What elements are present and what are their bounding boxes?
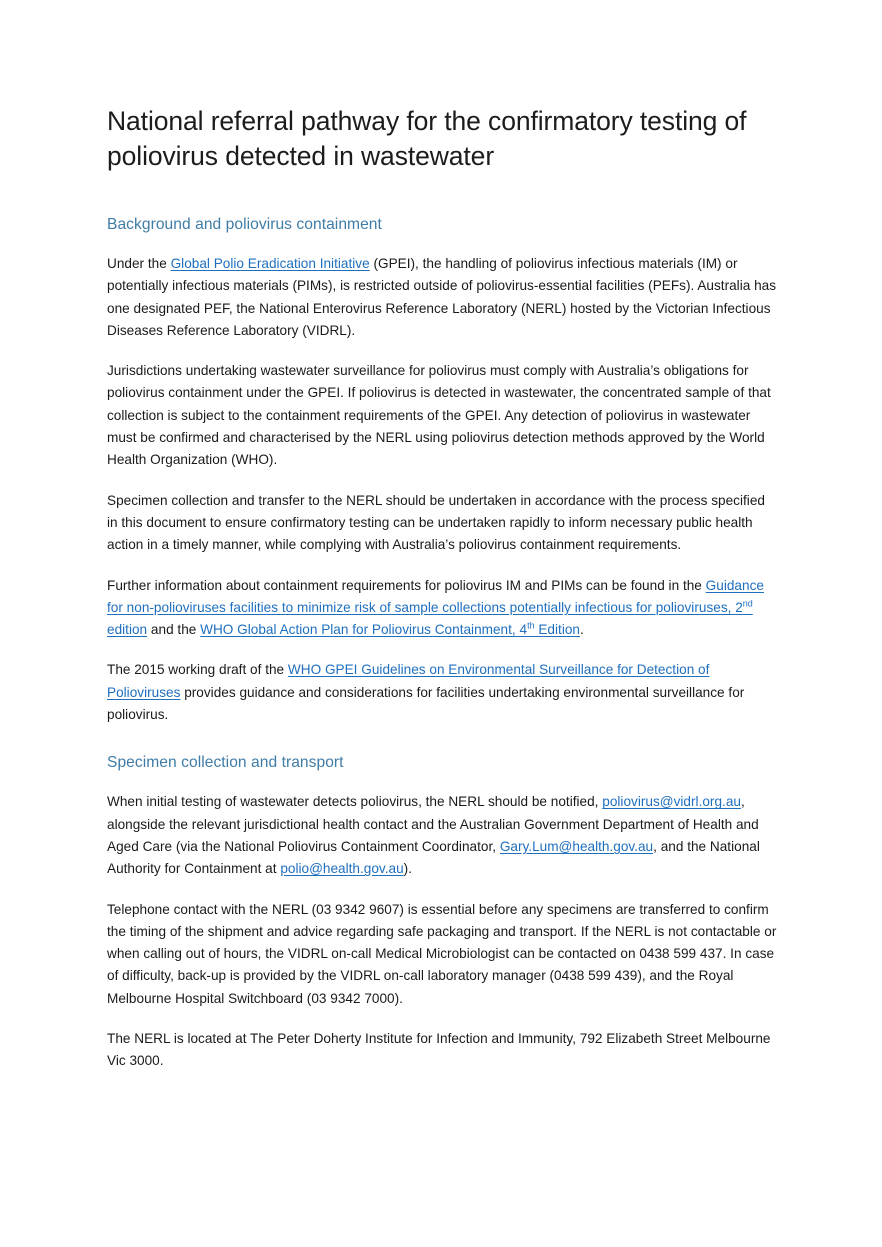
text-fragment: and the (147, 622, 201, 638)
superscript-ordinal: th (527, 620, 535, 631)
paragraph-gpei-intro (107, 253, 777, 342)
link-text-part: Edition (534, 622, 580, 638)
spacer (107, 174, 777, 214)
text-fragment: When initial testing of wastewater detects poliovirus, the NERL should be notified, (107, 794, 603, 810)
spacer (107, 881, 777, 899)
spacer (107, 472, 777, 490)
link-email-polio-health[interactable]: polio@health.gov.au (280, 861, 404, 877)
paragraph-notification-contacts (107, 791, 777, 880)
spacer (107, 342, 777, 360)
link-text-part: edition (107, 622, 148, 638)
text-fragment: The 2015 working draft of the (107, 662, 288, 678)
page-title: National referral pathway for the confirmatory testing of poliovirus detected in wastewater (107, 106, 747, 171)
spacer (107, 1010, 777, 1028)
link-text-part: Guidance for non-polioviruses facilities to minimize risk of sample collections potentially infectious for polioviruses, 2 (107, 577, 764, 615)
text-fragment: ). (403, 861, 412, 877)
text-fragment: , alongside the relevant jurisdictional health contact and the Australian Government Department of Health and Aged Care (via the National Poliovirus Containment Coordinator, (107, 794, 759, 854)
link-text-part: WHO Global Action Plan for Poliovirus Containment, 4 (200, 622, 528, 638)
text-fragment: (GPEI), the handling of poliovirus infectious materials (IM) or potentially infectious materials (PIMs), is restricted outside of poliovirus-essential facilities (PEFs). Australia has one designated PEF, the National Enterovirus Reference Laboratory (NERL) hosted by the Victorian Infectious Diseases Reference Laboratory (VIDRL). (107, 256, 777, 338)
superscript-ordinal: nd (742, 598, 753, 609)
paragraph-telephone-contact: Telephone contact with the NERL (03 9342 9607) is essential before any specimens are transferred to confirm the timing of the shipment and advice regarding safe packaging and transport. If the NERL is not contactable or when calling out of hours, the VIDRL on-call Medical Microbiologist can be contacted on 0438 599 437. In case of difficulty, back-up is provided by the VIDRL on-call laboratory manager (0438 599 439), and the Royal Melbourne Hospital Switchboard (03 9342 7000). (107, 901, 777, 1006)
spacer (107, 641, 777, 659)
text-fragment: , and the National Authority for Containment at (107, 838, 760, 877)
section-heading-specimen-collection: Specimen collection and transport (107, 754, 344, 772)
section-heading-background: Background and poliovirus containment (107, 216, 382, 233)
link-global-polio-eradication-initiative[interactable]: Global Polio Eradication Initiative (170, 256, 370, 271)
paragraph-nerl-location: The NERL is located at The Peter Doherty Institute for Infection and Immunity, 792 Elizabeth Street Melbourne Vic 3000. (107, 1031, 771, 1069)
text-fragment: Further information about containment requirements for poliovirus IM and PIMs can be found in the (107, 577, 706, 593)
link-who-gpei-environmental-surveillance-guidelines[interactable]: WHO GPEI Guidelines on Environmental Surveillance for Detection of Polioviruses (107, 662, 710, 700)
link-email-poliovirus-vidrl[interactable]: poliovirus@vidrl.org.au (602, 794, 741, 810)
text-fragment: provides guidance and considerations for facilities undertaking environmental surveillance for poliovirus. (107, 684, 745, 723)
paragraph-further-information (107, 575, 777, 642)
spacer (107, 773, 777, 791)
spacer (107, 235, 777, 253)
link-who-global-action-plan[interactable] (200, 622, 580, 637)
paragraph-jurisdiction-obligations: Jurisdictions undertaking wastewater surveillance for poliovirus must comply with Australia’s obligations for poliovirus containment under the GPEI. If poliovirus is detected in wastewater, the concentrated sample of that collection is subject to the containment requirements of the GPEI. Any detection of poliovirus in wastewater must be confirmed and characterised by the NERL using poliovirus detection methods approved by the World Health Organization (WHO). (107, 363, 771, 468)
spacer (107, 557, 777, 575)
document-body (107, 104, 777, 1073)
paragraph-specimen-transfer-process: Specimen collection and transfer to the NERL should be undertaken in accordance with the process specified in this document to ensure confirmatory testing can be undertaken rapidly to inform necessary public health action in a timely manner, while complying with Australia’s poliovirus containment requirements. (107, 492, 765, 553)
text-fragment: . (579, 622, 584, 638)
spacer (107, 726, 777, 752)
link-email-gary-lum[interactable]: Gary.Lum@health.gov.au (499, 838, 654, 854)
paragraph-working-draft (107, 659, 777, 726)
text-fragment: Under the (107, 256, 171, 271)
